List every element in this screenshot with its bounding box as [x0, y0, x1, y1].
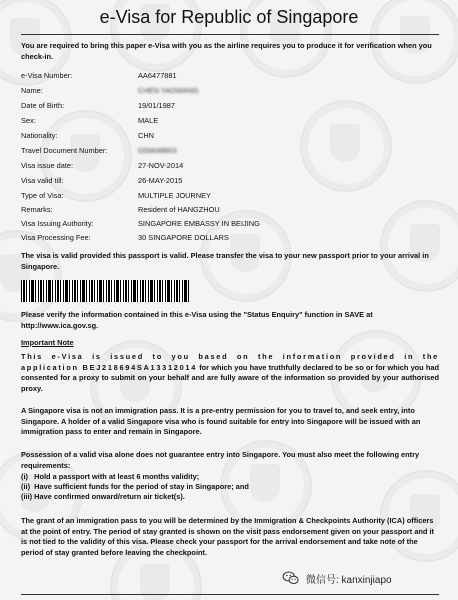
barcode: [21, 280, 189, 302]
field-label-date-of-birth: Date of Birth:: [21, 101, 65, 110]
field-value-evisa-number: AA6477881: [138, 71, 177, 80]
wechat-icon: [282, 569, 300, 587]
field-label-type-of-visa: Type of Visa:: [21, 191, 64, 200]
entry-requirement-3: (iii) Have confirmed onward/return air ticket(s).: [21, 492, 185, 501]
field-value-nationality: CHN: [138, 131, 155, 140]
important-note-heading: Important Note: [21, 338, 74, 347]
field-value-sex: MALE: [138, 116, 159, 125]
entry-requirement-1: (i) Hold a passport with at least 6 months validity;: [21, 472, 200, 481]
important-note-paragraph-1: [21, 352, 439, 394]
bottom-rule: [21, 594, 439, 595]
field-value-type-of-visa: MULTIPLE JOURNEY: [138, 191, 211, 200]
field-label-visa-processing-fee: Visa Processing Fee:: [21, 233, 91, 242]
field-label-evisa-number: e-Visa Number:: [21, 71, 73, 80]
field-label-sex: Sex:: [21, 116, 36, 125]
field-value-visa-processing-fee: 30 SINGAPORE DOLLARS: [138, 233, 229, 242]
top-rule: [21, 34, 439, 35]
application-statement-continued: for which you have truthfully declared to be so or for which you had consented for a proxy to submit on your behalf and are fully aware of the information so provided by your authorised proxy.: [21, 362, 439, 393]
document-title: e-Visa for Republic of Singapore: [99, 7, 359, 27]
field-label-visa-issuing-authority: Visa Issuing Authority:: [21, 219, 94, 228]
field-value-remarks: Resident of HANGZHOU: [138, 205, 220, 214]
check-in-notice: You are required to bring this paper e-Visa with you as the airline requires you to produce it for verification when you check-in.: [21, 41, 432, 61]
important-note-paragraph-4: The grant of an immigration pass to you will be determined by the Immigration & Checkpoints Authority (ICA) officers at the point of entry. The period of stay granted is shown on the visit pass endorsement given on your passport and it is not tied to the validity of this visa. Please check your passport for the arrival endorsement and take note of the period of stay granted before leaving the checkpoint.: [21, 516, 434, 557]
verify-note: Please verify the information contained in this e-Visa using the "Status Enquiry" function in SAVE at http://www.ica.gov.sg.: [21, 310, 373, 330]
important-note-paragraph-3: Possession of a valid visa alone does not guarantee entry into Singapore. You must also meet the following entry requirements:: [21, 450, 420, 470]
field-value-date-of-birth: 19/01/1987: [138, 101, 175, 110]
field-value-visa-issue-date: 27-NOV-2014: [138, 161, 184, 170]
validity-note: The visa is valid provided this passport is valid. Please transfer the visa to your new passport prior to your arrival in Singapore.: [21, 251, 429, 271]
field-value-visa-valid-till: 26-MAY-2015: [138, 176, 183, 185]
important-note-paragraph-2: A Singapore visa is not an immigration pass. It is a pre-entry permission for you to travel to, and seek entry, into Singapore. A holder of a valid Singapore visa who is found suitable for entry into Singapore will be issued with an immigration pass to enter and remain in Singapore.: [21, 406, 421, 437]
entry-requirement-2: (ii) Have sufficient funds for the period of stay in Singapore; and: [21, 482, 249, 491]
field-value-name: CHEN YAOWANG: [138, 86, 199, 95]
field-label-travel-document-number: Travel Document Number:: [21, 146, 108, 155]
wechat-account-label: 微信号: kanxinjiapo: [306, 574, 392, 586]
field-value-visa-issuing-authority: SINGAPORE EMBASSY IN BEIJING: [138, 219, 260, 228]
field-label-nationality: Nationality:: [21, 131, 58, 140]
field-label-visa-valid-till: Visa valid till:: [21, 176, 64, 185]
field-label-name: Name:: [21, 86, 43, 95]
field-value-travel-document-number: G56648803: [138, 146, 177, 155]
application-statement: This e-Visa is issued to you based on the information provided in the application BEJ218694SA13312014: [21, 352, 439, 372]
field-label-remarks: Remarks:: [21, 205, 53, 214]
wechat-watermark: [282, 569, 392, 587]
field-label-visa-issue-date: Visa issue date:: [21, 161, 74, 170]
